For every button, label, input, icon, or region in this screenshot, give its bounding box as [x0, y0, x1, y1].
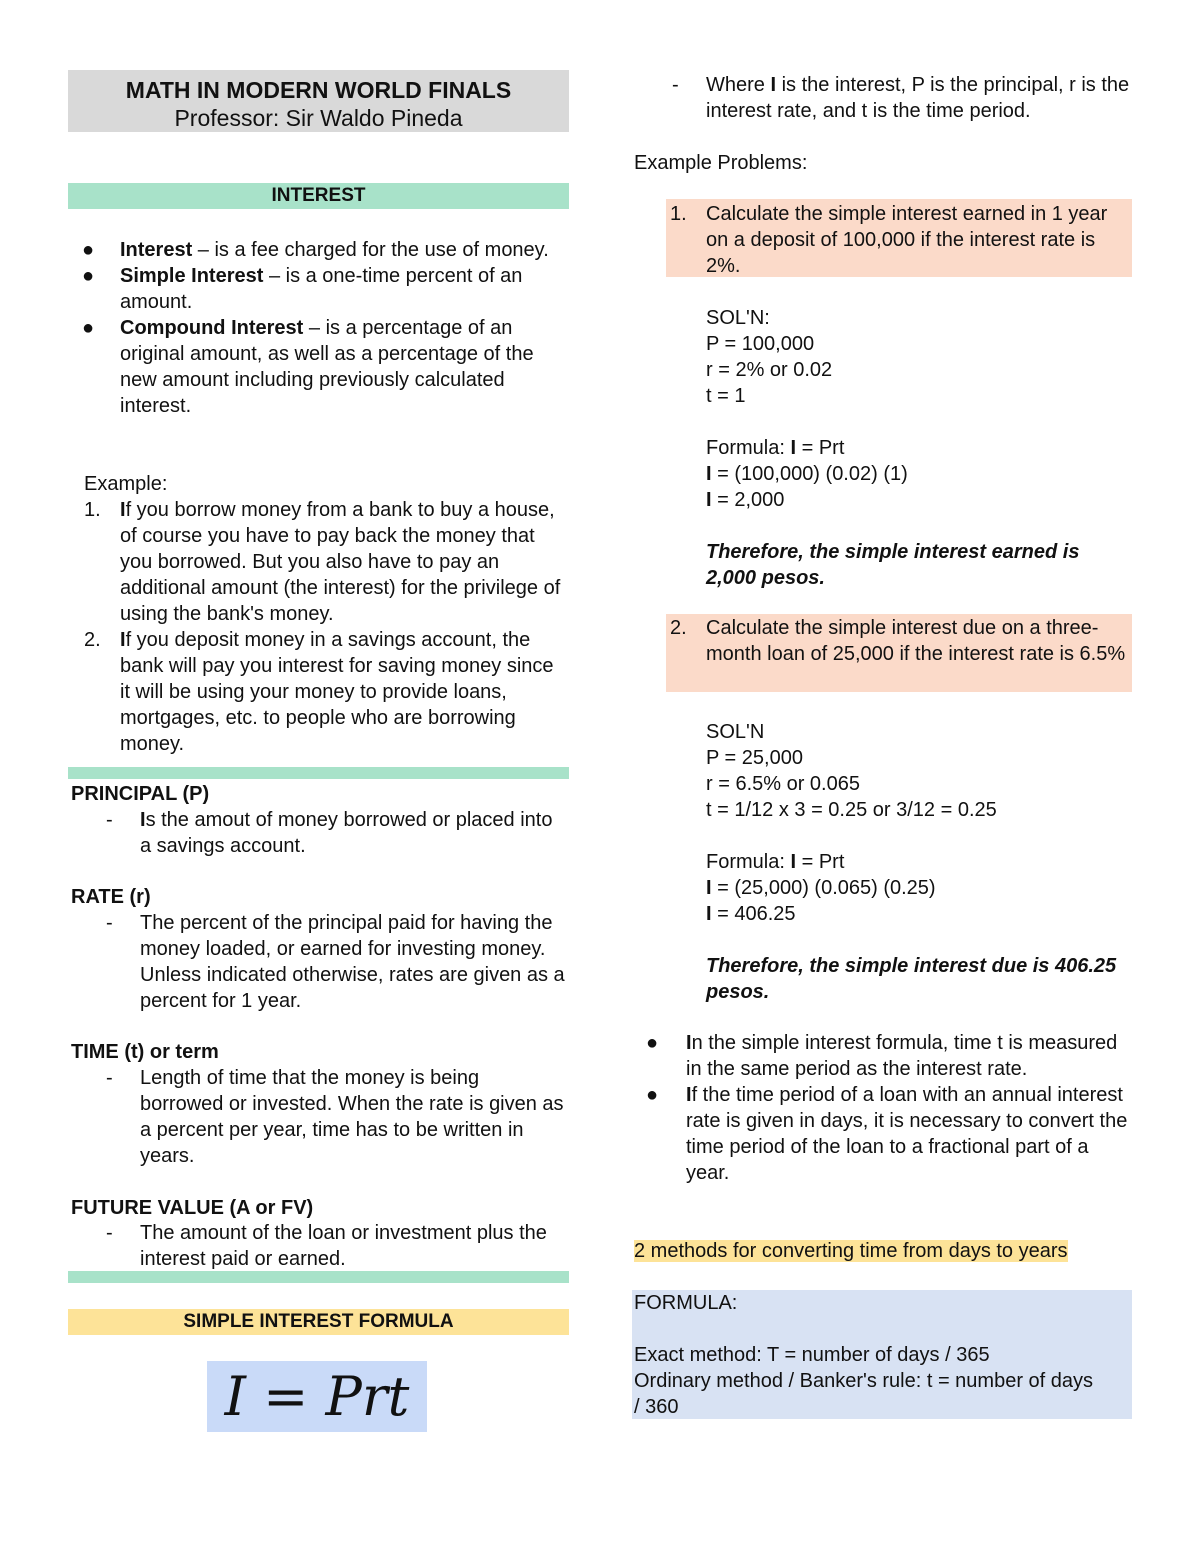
- problem-text: Calculate the simple interest due on a three-month loan of 25,000 if the interest rate is 6.5%: [706, 617, 1126, 665]
- step-bold: I: [706, 903, 712, 925]
- bullet-icon: ●: [82, 265, 95, 287]
- problem-1-solution: [706, 305, 1126, 591]
- dash-marker: -: [106, 1222, 113, 1244]
- where-text: is the interest, P is the principal, r is the interest rate, and t is the time period.: [706, 74, 1130, 122]
- given-value: P = 25,000: [706, 747, 803, 769]
- exact-method: Exact method: T = number of days / 365: [634, 1344, 990, 1366]
- problem-number: 2.: [670, 617, 687, 639]
- note-item: [634, 1082, 1132, 1186]
- definition-text: The percent of the principal paid for having the money loaded, or earned for investing money. Unless indicated otherwise, rates are given as a percent for 1 year.: [140, 912, 565, 1012]
- where-note: [634, 72, 1132, 124]
- example-lead: I: [120, 499, 126, 521]
- notes-list: [634, 1030, 1132, 1186]
- note-lead: I: [686, 1084, 692, 1106]
- formula-line: [706, 435, 1126, 461]
- example-text: f you borrow money from a bank to buy a house, of course you have to pay back the money that you borrowed. But you also have to pay an additional amount (the interest) for the privilege of using the bank's money.: [120, 499, 561, 625]
- formula-box-content: [634, 1290, 1104, 1420]
- formula-prefix: Formula:: [706, 437, 791, 459]
- example-label: Example:: [84, 473, 168, 495]
- professor-line: Professor: Sir Waldo Pineda: [174, 105, 463, 131]
- formula-heading-band: [68, 1309, 569, 1335]
- definition-text: s the amout of money borrowed or placed into a savings account.: [140, 809, 553, 857]
- bullet-icon: ●: [646, 1032, 659, 1054]
- bullet-icon: ●: [646, 1084, 659, 1106]
- where-bold: I: [770, 74, 777, 96]
- formula-heading: SIMPLE INTEREST FORMULA: [183, 1311, 454, 1332]
- solution-label: SOL'N: [706, 721, 765, 743]
- computation-step: [706, 875, 1126, 901]
- given-value: r = 2% or 0.02: [706, 359, 833, 381]
- computation-step: [706, 461, 1126, 487]
- list-number: 1.: [84, 499, 101, 521]
- future-value-definition: [68, 1220, 568, 1272]
- conclusion: Therefore, the simple interest earned is 2,000 pesos.: [706, 541, 1080, 589]
- spacer: [706, 927, 1126, 953]
- spacer: [706, 513, 1126, 539]
- bullet-icon: ●: [82, 239, 95, 261]
- note-text: n the simple interest formula, time t is measured in the same period as the interest rate.: [686, 1032, 1118, 1080]
- definition-interest: [68, 237, 568, 263]
- definition-compound-interest: [68, 315, 568, 419]
- given-value: P = 100,000: [706, 333, 815, 355]
- rate-heading: RATE (r): [71, 886, 151, 908]
- computation-step: [706, 487, 1126, 513]
- definition-text: – is a fee charged for the use of money.: [192, 239, 549, 261]
- example-problems-label: Example Problems:: [634, 152, 808, 174]
- time-heading: TIME (t) or term: [71, 1041, 219, 1063]
- step-rest: = 406.25: [711, 903, 796, 925]
- section-divider: [68, 767, 569, 779]
- spacer: [634, 1316, 1104, 1342]
- formula-rest: = Prt: [796, 851, 845, 873]
- definition-text: Length of time that the money is being borrowed or invested. When the rate is given as a percent per year, time has to be written in years.: [140, 1067, 564, 1167]
- problem-2-question: [670, 615, 1130, 667]
- step-rest: = (100,000) (0.02) (1): [711, 463, 908, 485]
- document-header: [68, 70, 569, 132]
- example-lead: I: [120, 629, 126, 651]
- definition-text: – is a percentage of an original amount, as well as a percentage of the new amount including previously calculated interest.: [120, 317, 534, 417]
- formula-bold: I: [790, 851, 797, 873]
- definition-term: Simple Interest: [120, 265, 264, 287]
- given-value: r = 6.5% or 0.065: [706, 773, 860, 795]
- interest-examples: [84, 497, 568, 757]
- where-prefix: Where: [706, 74, 771, 96]
- interest-heading-band: [68, 183, 569, 209]
- step-bold: I: [706, 463, 712, 485]
- list-number: 2.: [84, 629, 101, 651]
- note-text: f the time period of a loan with an annual interest rate is given in days, it is necessary to convert the time period of the loan to a fractional part of a year.: [686, 1084, 1128, 1184]
- section-divider: [68, 1271, 569, 1283]
- formula-line: [706, 849, 1126, 875]
- methods-heading-text: 2 methods for converting time from days to years: [634, 1240, 1068, 1262]
- problem-number: 1.: [670, 203, 687, 225]
- time-definition: [68, 1065, 568, 1169]
- example-item: [84, 497, 568, 627]
- simple-interest-formula-image: I = Prt: [207, 1361, 427, 1432]
- example-item: [84, 627, 568, 757]
- given-value: t = 1/12 x 3 = 0.25 or 3/12 = 0.25: [706, 799, 997, 821]
- dash-marker: -: [672, 74, 679, 96]
- example-text: f you deposit money in a savings account, the bank will pay you interest for saving money since it will be using your money to provide loans, mortgages, etc. to people who are borrowing money.: [120, 629, 554, 755]
- step-bold: I: [706, 877, 712, 899]
- formula-box-label: FORMULA:: [634, 1292, 738, 1314]
- definition-simple-interest: [68, 263, 568, 315]
- dash-marker: -: [106, 912, 113, 934]
- definition-item: [68, 807, 568, 859]
- interest-definitions: [68, 237, 568, 419]
- problem-2-solution: [706, 719, 1126, 1005]
- definition-item: [68, 910, 568, 1014]
- note-lead: I: [686, 1032, 692, 1054]
- given-value: t = 1: [706, 385, 746, 407]
- definition-item: [68, 1065, 568, 1169]
- future-value-heading: FUTURE VALUE (A or FV): [71, 1197, 314, 1219]
- step-rest: = (25,000) (0.065) (0.25): [711, 877, 936, 899]
- methods-heading: [634, 1238, 1068, 1264]
- dash-marker: -: [106, 1067, 113, 1089]
- rate-definition: [68, 910, 568, 1014]
- ordinary-method: Ordinary method / Banker's rule: t = number of days / 360: [634, 1370, 1094, 1418]
- document-title: MATH IN MODERN WORLD FINALS: [125, 77, 512, 103]
- definition-item: [68, 1220, 568, 1272]
- problem-text: Calculate the simple interest earned in 1 year on a deposit of 100,000 if the interest rate is 2%.: [706, 203, 1108, 277]
- interest-heading: INTEREST: [271, 185, 366, 206]
- step-rest: = 2,000: [711, 489, 785, 511]
- where-item: [634, 72, 1132, 124]
- spacer: [706, 409, 1126, 435]
- definition-text: – is a one-time percent of an amount.: [120, 265, 523, 313]
- formula-bold: I: [790, 437, 797, 459]
- problem-1-question: [670, 201, 1130, 279]
- step-bold: I: [706, 489, 712, 511]
- definition-term: Compound Interest: [120, 317, 304, 339]
- note-item: [634, 1030, 1132, 1082]
- spacer: [706, 823, 1126, 849]
- formula-prefix: Formula:: [706, 851, 791, 873]
- dash-marker: -: [106, 809, 113, 831]
- definition-text: The amount of the loan or investment plus the interest paid or earned.: [140, 1222, 547, 1270]
- definition-lead: I: [140, 809, 146, 831]
- computation-step: [706, 901, 1126, 927]
- principal-definition: [68, 807, 568, 859]
- solution-label: SOL'N:: [706, 307, 770, 329]
- bullet-icon: ●: [82, 317, 95, 339]
- formula-rest: = Prt: [796, 437, 845, 459]
- definition-term: Interest: [120, 239, 193, 261]
- conclusion: Therefore, the simple interest due is 406.25 pesos.: [706, 955, 1117, 1003]
- principal-heading: PRINCIPAL (P): [71, 783, 210, 805]
